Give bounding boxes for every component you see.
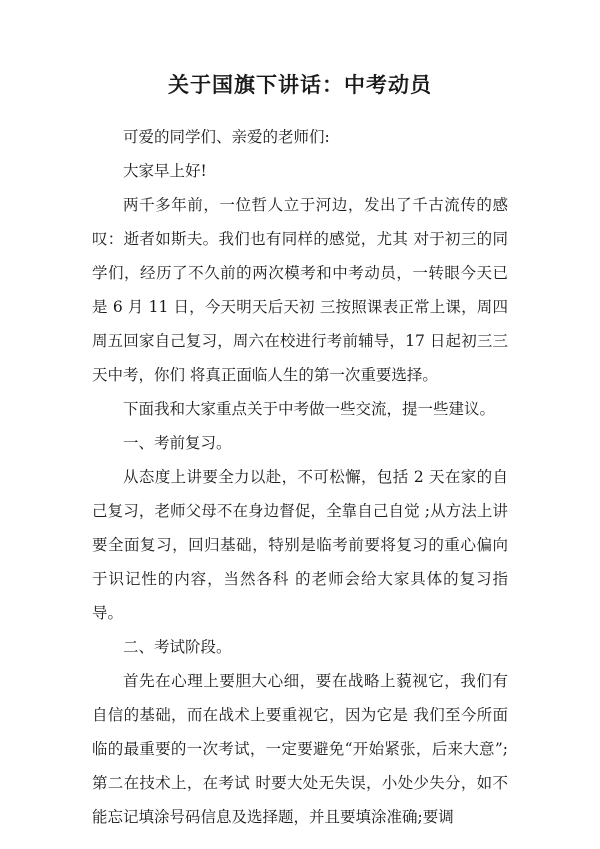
greeting-paragraph: 可爱的同学们、亲爱的老师们: [123, 128, 330, 146]
document-title: 关于国旗下讲话：中考动员 [168, 72, 432, 97]
section-heading: 二、考试阶段。 [123, 638, 232, 656]
greeting-paragraph: 大家早上好! [123, 162, 207, 180]
body-paragraph: 下面我和大家重点关于中考做一些交流，提一些建议。 [123, 400, 496, 418]
body-paragraph: 从态度上讲要全力以赴，不可松懈，包括 2 天在家的自己复习，老师父母不在身边督促，全靠自己自觉 ;从方法上讲要全面复习，回归基础，特别是临考前要将复习的重心偏向于识记性的内容，当然各科 的老师会给大家具体的复习指导。 [92, 468, 508, 622]
body-paragraph: 首先在心理上要胆大心细，要在战略上藐视它，我们有自信的基础，而在战术上要重视它，因为它是 我们至今所面临的最重要的一次考试，一定要避免“开始紧张，后来大意”;第二在技术上，在考试 时要大处无失误，小处少失分，如不能忘记填涂号码信息及选择题，并且要填涂准确;要调 [92, 672, 508, 826]
body-paragraph: 两千多年前，一位哲人立于河边，发出了千古流传的感叹：逝者如斯夫。我们也有同样的感觉，尤其 对于初三的同学们，经历了不久前的两次模考和中考动员，一转眼今天已是 6 月 11 日，今天明天后天初 三按照课表正常上课，周四周五回家自己复习，周六在校进行考前辅导，17 日起初三三天中考，你们 将真正面临人生的第一次重要选择。 [92, 196, 508, 384]
section-heading: 一、考前复习。 [123, 434, 232, 452]
